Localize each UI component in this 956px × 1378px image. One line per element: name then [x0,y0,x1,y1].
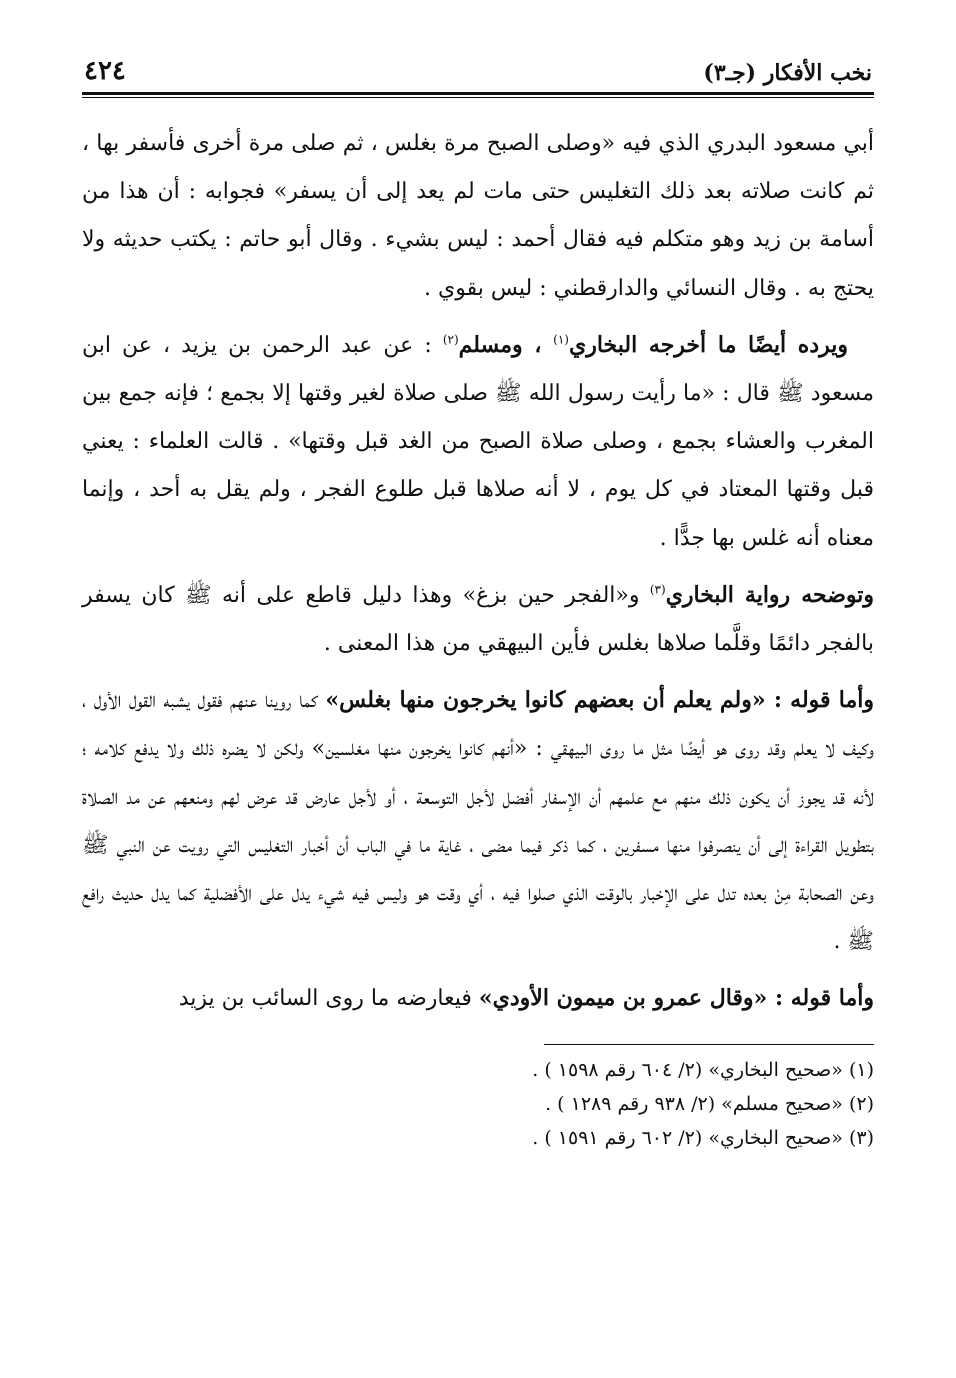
header-rule-thin [82,97,874,98]
page-header [82,48,874,86]
paragraph-5 [82,974,874,1023]
paragraph-5-lead: وأما قوله : «وقال عمرو بن ميمون الأودي» [478,985,874,1012]
paragraph-3 [82,571,874,668]
footnote-1-text: «صحيح البخاري» (٢/ ٦٠٤ رقم ١٥٩٨ ) . [532,1058,843,1081]
footnote-3 [82,1121,874,1155]
footnote-3-number: (٣) [848,1126,874,1149]
paragraph-2-lead: ويرده أيضًا ما أخرجه البخاري [568,331,849,358]
paragraph-3-lead: وتوضحه رواية البخاري [665,581,874,608]
footnote-2-text: «صحيح مسلم» (٢/ ٩٣٨ رقم ١٢٨٩ ) . [545,1092,843,1115]
main-text [82,120,874,1024]
paragraph-4-text: كما روينا عنهم فقول يشبه القول الأول ، وكيف لا يعلم وقد روى هو أيضًا مثل ما روى البيهقي : «أنهم كانوا يخرجون منها مغلسين» ولكن لا يضره ذلك ولا يدفع كلامه ؛ لأنه قد يجوز أن يكون ذلك منهم مع علمهم أن الإسفار أفضل لأجل التوسعة ، أو لأجل عارض قد عرض لهم ومنعهم عن مد الصلاة بتطويل القراءة إلى أن ينصرفوا منها مسفرين ، كما ذكر فيما مضى ، غاية ما في الباب أن أخبار التغليس التي رويت عن النبي ﷺ وعن الصحابة مِنْ بعده تدل على الإخبار بالوقت الذي صلوا فيه ، أي وقت هو وليس فيه شيء يدل على الأفضلية كما يدل حديث رافع ﷺ . [82,688,874,955]
footnote-2 [82,1087,874,1121]
book-page [82,48,874,1348]
footnote-separator [544,1044,874,1045]
footnote-ref-3: (٣) [649,582,666,597]
paragraph-4 [82,676,874,966]
footnote-1 [82,1053,874,1087]
footnote-2-number: (٢) [848,1092,874,1115]
footnote-ref-2: (٢) [442,332,459,347]
paragraph-2 [82,321,874,563]
footnote-3-text: «صحيح البخاري» (٢/ ٦٠٢ رقم ١٥٩١ ) . [532,1126,843,1149]
page-number: ٤٢٤ [84,56,126,86]
footnote-1-number: (١) [848,1058,874,1081]
paragraph-2-text: : عن عبد الرحمن بن يزيد ، عن ابن مسعود ﷺ قال : «ما رأيت رسول الله ﷺ صلى صلاة لغير وقتها إلا بجمع ؛ فإنه جمع بين المغرب والعشاء بجمع ، وصلى صلاة الصبح من الغد قبل وقتها» . قالت العلماء : يعني قبل وقتها المعتاد في كل يوم ، لا أنه صلاها قبل طلوع الفجر ، ولم يقل به أحد ، وإنما معناه أنه غلس بها جدًّا . [82,332,874,551]
header-rule-thick [82,92,874,95]
footnote-ref-1: (١) [553,332,569,347]
paragraph-1: أبي مسعود البدري الذي فيه «وصلى الصبح مرة بغلس ، ثم صلى مرة أخرى فأسفر بها ، ثم كانت صلاته بعد ذلك التغليس حتى مات لم يعد إلى أن يسفر» فجوابه : أن هذا من أسامة بن زيد وهو متكلم فيه فقال أحمد : ليس بشيء . وقال أبو حاتم : يكتب حديثه ولا يحتج به . وقال النسائي والدارقطني : ليس بقوي . [82,131,874,301]
footnotes [82,1053,874,1155]
paragraph-4-lead: وأما قوله : «ولم يعلم أن بعضهم كانوا يخرجون منها بغلس» [325,687,875,714]
paragraph-5-text: فيعارضه ما روى السائب بن يزيد [178,986,479,1012]
paragraph-2-mid: ، ومسلم [458,331,554,358]
paragraph-3-text: و«الفجر حين بزغ» وهذا دليل قاطع على أنه ﷺ كان يسفر بالفجر دائمًا وقلَّما صلاها بغلس فأين البيهقي من هذا المعنى . [82,582,874,657]
running-title: نخب الأفكار (جـ٣) [703,60,872,86]
